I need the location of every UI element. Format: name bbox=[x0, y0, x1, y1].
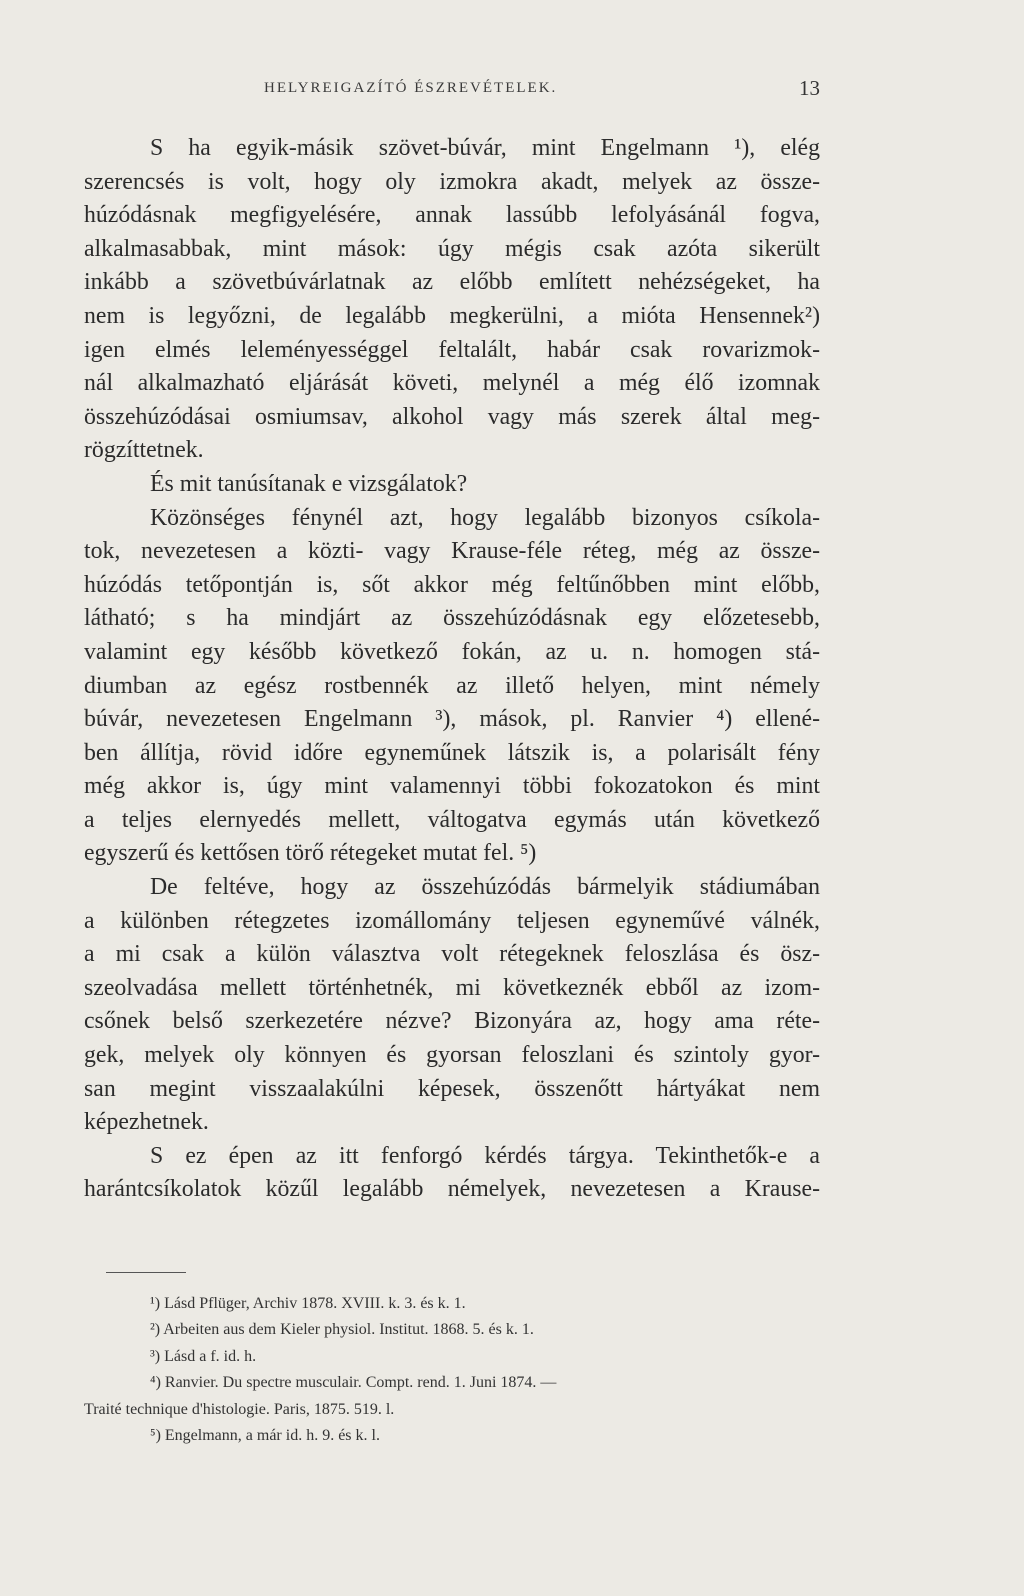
text-line: nem is legyőzni, de legalább megkerülni, a mióta Hensennek²) bbox=[84, 302, 820, 329]
footnote: ⁴) Ranvier. Du spectre musculair. Compt. rend. 1. Juni 1874. — bbox=[150, 1374, 557, 1392]
text-line: a különben rétegzetes izomállomány teljesen egyneművé válnék, bbox=[84, 907, 820, 934]
text-line: összehúzódásai osmiumsav, alkohol vagy más szerek által meg- bbox=[84, 403, 820, 430]
text-line: gek, melyek oly könnyen és gyorsan feloszlani és szintoly gyor- bbox=[84, 1042, 820, 1069]
footnote: ³) Lásd a f. id. h. bbox=[150, 1347, 257, 1365]
text-line: S ez épen az itt fenforgó kérdés tárgya. Tekinthetők-e a bbox=[150, 1142, 820, 1169]
footnote: ⁵) Engelmann, a már id. h. 9. és k. l. bbox=[150, 1427, 380, 1445]
text-line: nál alkalmazható eljárását követi, melynél a még élő izomnak bbox=[84, 370, 820, 397]
text-line: tok, nevezetesen a közti- vagy Krause-féle réteg, még az össze- bbox=[84, 538, 820, 565]
text-line: a mi csak a külön választva volt rétegeknek feloszlása és ösz- bbox=[84, 941, 820, 968]
text-line: húzódásnak megfigyelésére, annak lassúbb lefolyásánál fogva, bbox=[84, 202, 820, 229]
text-line: igen elmés leleményességgel feltalált, habár csak rovarizmok- bbox=[84, 336, 820, 363]
text-line: szeolvadása mellett történhetnék, mi következnék ebből az izom- bbox=[84, 974, 820, 1001]
text-line: Közönséges fénynél azt, hogy legalább bizonyos csíkola- bbox=[150, 504, 820, 531]
text-line: húzódás tetőpontján is, sőt akkor még feltűnőbben mint előbb, bbox=[84, 571, 820, 598]
footnotes bbox=[84, 1291, 820, 1449]
text-line: S ha egyik-másik szövet-búvár, mint Engelmann ¹), elég bbox=[150, 135, 820, 161]
page-header bbox=[84, 74, 820, 104]
text-line: san megint visszaalakúlni képesek, összenőtt hártyákat nem bbox=[84, 1075, 820, 1102]
text-line: képezhetnek. bbox=[84, 1109, 209, 1136]
text-line: búvár, nevezetesen Engelmann ³), mások, pl. Ranvier ⁴) ellené- bbox=[84, 706, 820, 733]
text-line: És mit tanúsítanak e vizsgálatok? bbox=[150, 470, 468, 497]
main-text bbox=[84, 132, 820, 1207]
text-line: ben állítja, rövid időre egyneműnek látszik is, a polarisált fény bbox=[84, 739, 820, 766]
text-line: szerencsés is volt, hogy oly izmokra akadt, melyek az össze- bbox=[84, 168, 820, 195]
page-number: 13 bbox=[799, 76, 820, 100]
text-line: diumban az egész rostbennék az illető helyen, mint némely bbox=[84, 672, 820, 699]
text-line: a teljes elernyedés mellett, váltogatva egymás után következő bbox=[84, 806, 820, 833]
text-line: egyszerű és kettősen törő rétegeket mutat fel. ⁵) bbox=[84, 840, 537, 867]
footnote-divider bbox=[106, 1272, 186, 1273]
text-line: valamint egy később következő fokán, az u. n. homogen stá- bbox=[84, 638, 820, 665]
text-line: alkalmasabbak, mint mások: úgy mégis csak azóta sikerült bbox=[84, 235, 820, 262]
text-line: harántcsíkolatok közűl legalább némelyek, nevezetesen a Krause- bbox=[84, 1176, 820, 1203]
text-line: csőnek belső szerkezetére nézve? Bizonyára az, hogy ama réte- bbox=[84, 1008, 820, 1035]
footnote: ²) Arbeiten aus dem Kieler physiol. Institut. 1868. 5. és k. 1. bbox=[150, 1321, 534, 1339]
text-line: De feltéve, hogy az összehúzódás bármelyik stádiumában bbox=[150, 874, 820, 901]
text-line: inkább a szövetbúvárlatnak az előbb említett nehézségeket, ha bbox=[84, 269, 820, 296]
footnote-continuation: Traité technique d'histologie. Paris, 1875. 519. l. bbox=[84, 1400, 395, 1418]
text-line: még akkor is, úgy mint valamennyi többi fokozatokon és mint bbox=[84, 773, 820, 800]
text-line: látható; s ha mindjárt az összehúzódásnak egy előzetesebb, bbox=[84, 605, 820, 632]
footnote: ¹) Lásd Pflüger, Archiv 1878. XVIII. k. 3. és k. 1. bbox=[150, 1295, 466, 1312]
text-line: rögzíttetnek. bbox=[84, 437, 204, 464]
running-title: HELYREIGAZÍTÓ ÉSZREVÉTELEK. bbox=[264, 80, 558, 96]
